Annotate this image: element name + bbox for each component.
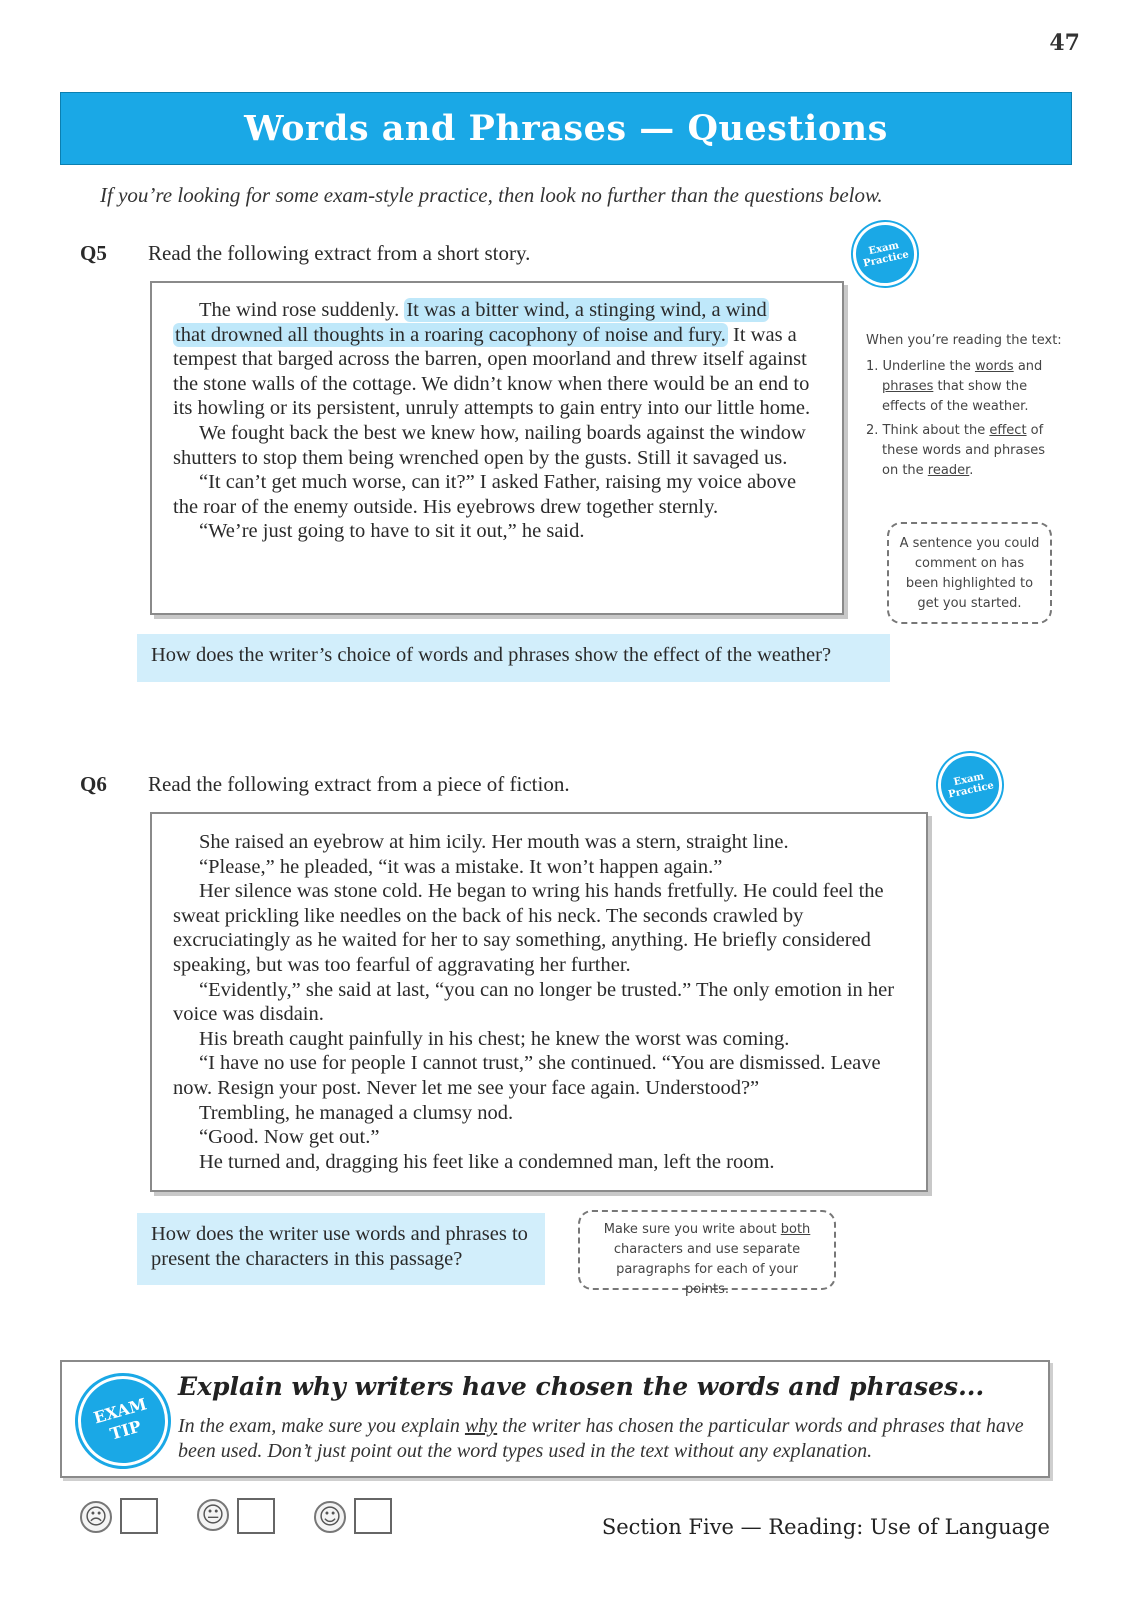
reading-tips-heading: When you’re reading the text:: [866, 333, 1062, 348]
extract-paragraph: “We’re just going to have to sit it out,” he said.: [199, 520, 585, 543]
question-prompt-q5: Read the following extract from a short story.: [148, 241, 531, 265]
exam-practice-badge: [847, 216, 923, 292]
question-text-q6: How does the writer use words and phrases to present the characters in this passage?: [151, 1223, 528, 1270]
extract-paragraph: “Please,” he pleaded, “it was a mistake. It won’t happen again.”: [199, 855, 723, 878]
extract-text: It: [727, 323, 746, 346]
page-title: Words and Phrases — Questions: [244, 108, 888, 149]
hint-text: A sentence you could comment on has been highlighted to get you started.: [899, 536, 1040, 611]
sad-face-icon: ☹: [80, 1501, 112, 1533]
question-prompt-q6: Read the following extract from a piece of fiction.: [148, 772, 570, 796]
extract-box-q5: [150, 281, 844, 615]
extract-paragraph: Trembling, he managed a clumsy nod.: [199, 1101, 514, 1124]
extract-paragraph: His breath caught painfully in his chest; he knew the worst was coming.: [199, 1027, 790, 1050]
page-number: 47: [1049, 30, 1080, 56]
extract-paragraph: He turned and, dragging his feet like a condemned man, left the room.: [199, 1150, 775, 1173]
happy-face-icon: ☺: [314, 1501, 346, 1533]
exam-tip-body: In the exam, make sure you explain why the writer has chosen the particular words and phrases that have been used. Don’t just point out the word types used in the text without any explanation.: [178, 1415, 1024, 1462]
extract-paragraph: We fought back the best we knew how, nailing boards against the window shutters to stop them being wrenched open by the gusts. Still it savaged us.: [173, 421, 806, 469]
hint-text: Make sure you write about: [603, 1222, 781, 1237]
highlight-line-1: It was a bitter wind, a stinging wind, a wind: [406, 299, 767, 321]
hint-emphasis: both: [780, 1222, 811, 1237]
neutral-face-icon: 😐: [197, 1499, 229, 1531]
hint-bubble-q6: [578, 1210, 836, 1297]
extract-paragraph: “It can’t get much worse, can it?” I asked Father, raising my voice above the roar of the enemy outside. His eyebrows drew together sternly.: [173, 471, 797, 518]
exam-practice-badge: [932, 747, 1008, 823]
hint-text: characters and use separate paragraphs for each of your points.: [613, 1242, 801, 1297]
highlighted-sentence: [173, 323, 728, 347]
extract-paragraph: “Evidently,” she said at last, “you can no longer be trusted.” The only emotion in her voice was disdain.: [173, 978, 895, 1026]
checkbox-happy[interactable]: [354, 1498, 392, 1534]
question-number-q5: Q5: [80, 241, 107, 265]
question-box-q6: [137, 1213, 545, 1285]
extract-paragraph: She raised an eyebrow at him icily. Her mouth was a stern, straight line.: [199, 831, 789, 853]
question-box-q5: How does the writer’s choice of words and phrases show the effect of the weather?: [137, 634, 890, 682]
exam-tip-heading: Explain why writers have chosen the words and phrases...: [178, 1372, 985, 1401]
hint-bubble-q5: [887, 522, 1052, 624]
highlight-line-2: that drowned all thoughts in a roaring cacophony of noise and fury.: [175, 323, 726, 346]
section-footer: Section Five — Reading: Use of Language: [601, 1515, 1050, 1539]
extract-text: The wind rose suddenly.: [199, 299, 405, 321]
exam-practice-label: Exam Practice: [947, 771, 995, 801]
checkbox-neutral[interactable]: [237, 1498, 275, 1534]
intro-text: If you’re looking for some exam-style practice, then look no further than the questions below.: [100, 183, 883, 207]
extract-paragraph: “Good. Now get out.”: [199, 1126, 380, 1149]
title-banner: [60, 92, 1072, 165]
exam-tip-badge-label: EXAM TIP: [91, 1394, 149, 1444]
question-number-q6: Q6: [80, 772, 107, 796]
highlighted-sentence: [404, 298, 768, 322]
extract-box-q6: [150, 812, 928, 1192]
extract-text: was a tempest that barged across the barren, open moorland and threw itself against the stone walls of the cottage. We didn’t know when there would be an end to its howling or its persistent, unruly attempts to gain entry into our little home.: [173, 323, 811, 420]
extract-paragraph: Her silence was stone cold. He began to wring his hands fretfully. He could feel the sweat prickling like needles on the back of his neck. The seconds crawled by excruciatingly as he waited for her to say something, anything. He briefly considered speaking, but was too fearful of aggravating her further.: [173, 880, 884, 976]
extract-paragraph: “I have no use for people I cannot trust,” she continued. “You are dismissed. Leave now. Resign your post. Never let me see your face again. Understood?”: [173, 1052, 881, 1099]
reading-tip-2: 2. Think about the effect of these words and phrases on the reader.: [866, 423, 1046, 478]
checkbox-sad[interactable]: [120, 1498, 158, 1534]
extract-paragraph: [173, 323, 824, 421]
exam-practice-label: Exam Practice: [862, 240, 910, 270]
reading-tips-note: [866, 331, 1062, 481]
extract-paragraph: [173, 298, 824, 323]
reading-tip-1: 1. Underline the words and phrases that show the effects of the weather.: [866, 359, 1043, 414]
